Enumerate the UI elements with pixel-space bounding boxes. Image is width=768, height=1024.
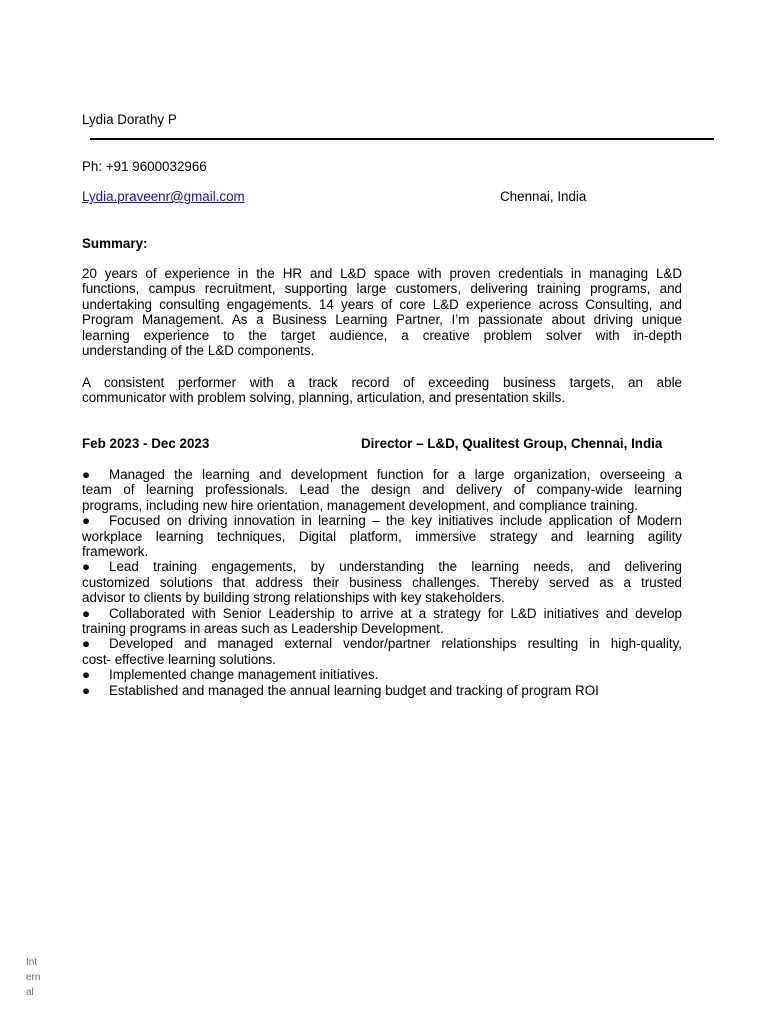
summary-paragraph-1 xyxy=(82,266,682,358)
summary-line: functions, campus recruitment, supporting large customers, delivering training programs, and xyxy=(82,281,682,297)
list-item xyxy=(82,513,682,559)
bullet-text: advisor to clients by building strong relationships with key stakeholders. xyxy=(82,590,505,606)
summary-line: understanding of the L&D components. xyxy=(82,343,315,359)
bullet-text: Collaborated with Senior Leadership to arrive at a strategy for L&D initiatives and develop xyxy=(109,605,682,621)
list-item xyxy=(82,559,682,605)
list-item xyxy=(82,606,682,637)
bullet-text: Developed and managed external vendor/partner relationships resulting in high-quality, xyxy=(109,636,682,652)
bullet-icon: ● xyxy=(82,513,91,529)
list-item xyxy=(82,683,682,698)
bullet-text: Focused on driving innovation in learning – the key initiatives include application of Modern xyxy=(109,513,682,529)
bullet-text: programs, including new hire orientation, management development, and compliance training. xyxy=(82,497,639,513)
job-title: Director – L&D, Qualitest Group, Chennai, India xyxy=(361,436,663,451)
bullet-icon: ● xyxy=(82,667,91,683)
bullet-text: team of learning professionals. Lead the design and delivery of company-wide learning xyxy=(82,482,682,498)
list-item xyxy=(82,467,682,513)
classification-line: ern xyxy=(26,972,41,983)
bullet-text: Managed the learning and development function for a large organization, overseeing a xyxy=(109,467,682,482)
bullet-text: Established and managed the annual learning budget and tracking of program ROI xyxy=(109,682,599,698)
classification-line: Int xyxy=(26,957,38,968)
list-item xyxy=(82,636,682,667)
summary-line: Program Management. As a Business Learning Partner, I’m passionate about driving unique xyxy=(82,312,682,328)
bullet-text: Lead training engagements, by understanding the learning needs, and delivering xyxy=(109,559,682,575)
candidate-name: Lydia Dorathy P xyxy=(82,112,177,127)
classification-label xyxy=(26,955,40,1000)
location: Chennai, India xyxy=(500,189,587,204)
summary-heading: Summary: xyxy=(82,236,148,251)
bullet-text: customized solutions that address their business challenges. Thereby served as a trusted xyxy=(82,574,682,590)
bullet-text: framework. xyxy=(82,544,149,560)
classification-line: al xyxy=(26,987,34,998)
bullet-text: training programs in areas such as Leadership Development. xyxy=(82,621,444,637)
bullet-icon: ● xyxy=(82,467,91,482)
bullet-icon: ● xyxy=(82,605,91,621)
responsibilities-list xyxy=(82,467,682,698)
list-item xyxy=(82,667,682,682)
summary-line: A consistent performer with a track record of exceeding business targets, an able xyxy=(82,375,682,390)
summary-line: 20 years of experience in the HR and L&D space with proven credentials in managing L&D xyxy=(82,266,682,281)
header-divider xyxy=(90,138,714,140)
bullet-icon: ● xyxy=(82,636,91,652)
email-link[interactable]: Lydia.praveenr@gmail.com xyxy=(82,189,245,204)
summary-line: undertaking consulting engagements. 14 years of core L&D experience across Consulting, and xyxy=(82,296,682,312)
bullet-text: Implemented change management initiatives. xyxy=(109,667,379,683)
summary-line: learning experience to the target audience, a creative problem solver with in-depth xyxy=(82,327,682,343)
summary-paragraph-2 xyxy=(82,375,682,406)
bullet-text: workplace learning techniques, Digital platform, immersive strategy and learning agility xyxy=(82,528,682,544)
summary-line: communicator with problem solving, planning, articulation, and presentation skills. xyxy=(82,390,566,406)
bullet-icon: ● xyxy=(82,559,91,575)
job-dates: Feb 2023 - Dec 2023 xyxy=(82,436,210,451)
bullet-text: cost- effective learning solutions. xyxy=(82,651,277,667)
phone-number: Ph: +91 9600032966 xyxy=(82,159,207,174)
bullet-icon: ● xyxy=(82,682,91,698)
